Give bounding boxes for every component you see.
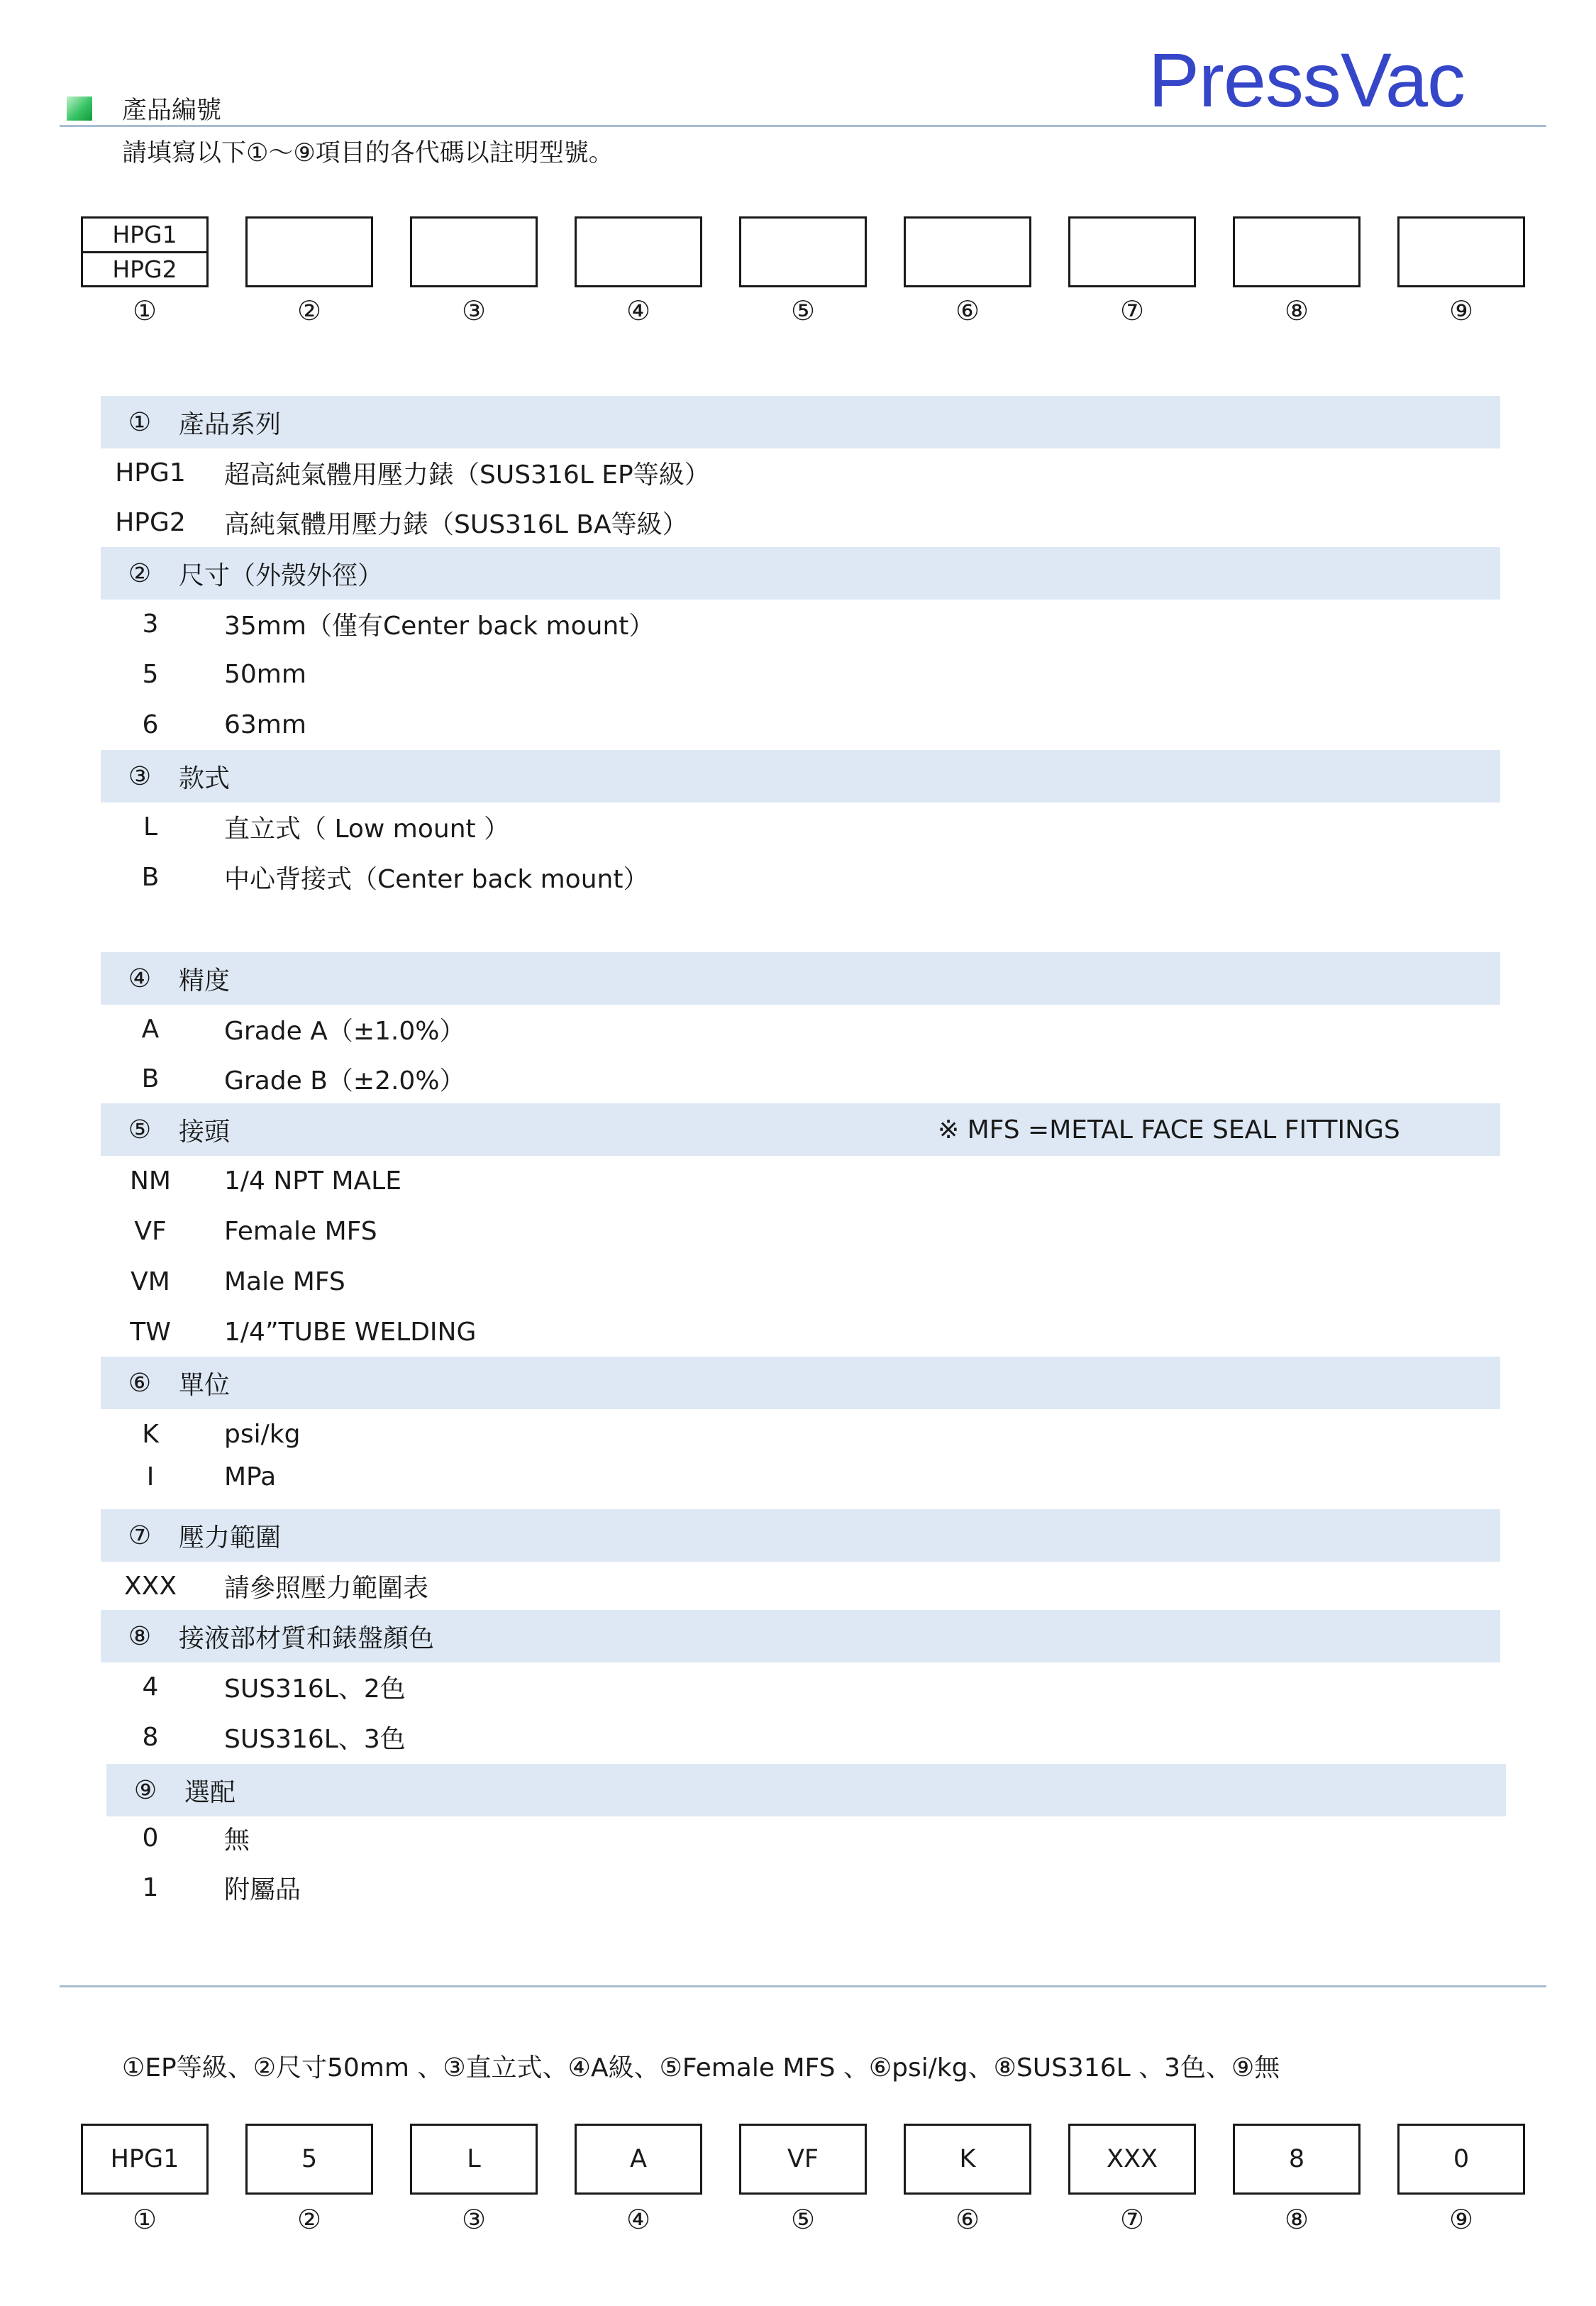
section-label-3: 款式 — [179, 763, 231, 793]
option-description: 1/4”TUBE WELDING — [224, 1317, 477, 1347]
option-row — [0, 1008, 1596, 1050]
option-description: psi/kg — [224, 1419, 301, 1449]
top-circled-number-2: ② — [297, 295, 322, 326]
code-box-4 — [575, 216, 702, 287]
top-circled-number-5: ⑤ — [790, 295, 816, 326]
top-divider — [60, 125, 1546, 127]
example-code-box-7: XXX — [1068, 2124, 1196, 2195]
option-description: Female MFS — [224, 1216, 377, 1246]
section-number-6: ⑥ — [128, 1368, 152, 1398]
bottom-circled-number-6: ⑥ — [955, 2204, 980, 2235]
option-row — [0, 1210, 1596, 1252]
option-code: A — [141, 1014, 160, 1044]
section-number-9: ⑨ — [133, 1775, 157, 1805]
option-row — [0, 856, 1596, 898]
section-number-1: ① — [128, 407, 152, 437]
option-code: HPG2 — [115, 507, 186, 537]
example-description: ①EP等級、②尺寸50mm 、③直立式、④A級、⑤Female MFS 、⑥psi/kg、⑧SUS316L 、3色、⑨無 — [122, 2053, 1280, 2082]
section-note-5: ※ MFS =METAL FACE SEAL FITTINGS — [938, 1115, 1400, 1144]
instruction-text: 請填寫以下①～⑨項目的各代碼以註明型號。 — [122, 139, 614, 167]
code-box-8 — [1233, 216, 1361, 287]
page-title: 產品編號 — [122, 96, 222, 125]
option-row — [0, 1816, 1596, 1859]
option-code: B — [141, 1064, 160, 1093]
example-code-box-4: A — [575, 2124, 702, 2195]
section-number-3: ③ — [128, 761, 152, 791]
bottom-circled-number-2: ② — [297, 2204, 322, 2235]
section-header-2 — [101, 547, 1500, 600]
section-number-5: ⑤ — [128, 1115, 152, 1144]
option-description: Grade A（±1.0%） — [224, 1016, 465, 1046]
option-description: 附屬品 — [224, 1875, 301, 1904]
bottom-circled-number-7: ⑦ — [1119, 2204, 1145, 2235]
example-code-box-5: VF — [739, 2124, 867, 2195]
section-number-4: ④ — [128, 964, 152, 993]
section-label-6: 單位 — [179, 1370, 231, 1400]
option-code: TW — [130, 1317, 171, 1347]
option-code: HPG1 — [115, 458, 186, 487]
section-header-1 — [101, 396, 1500, 448]
option-row — [0, 1311, 1596, 1353]
bottom-circled-number-8: ⑧ — [1284, 2204, 1309, 2235]
code-box-1 — [81, 216, 209, 287]
option-description: 高純氣體用壓力錶（SUS316L BA等級） — [224, 509, 688, 539]
option-description: 請參照壓力範圍表 — [224, 1573, 429, 1603]
section-label-8: 接液部材質和錶盤顏色 — [179, 1623, 435, 1653]
option-description: 中心背接式（Center back mount） — [224, 864, 649, 894]
option-description: 63mm — [224, 710, 306, 739]
option-description: Grade B（±2.0%） — [224, 1066, 465, 1096]
option-row — [0, 1565, 1596, 1607]
top-circled-number-6: ⑥ — [955, 295, 980, 326]
brand-logo: PressVac — [1148, 37, 1465, 123]
option-description: 50mm — [224, 659, 306, 689]
example-code-box-3: L — [410, 2124, 538, 2195]
section-header-7 — [101, 1509, 1500, 1562]
option-code: NM — [130, 1166, 171, 1196]
option-row — [0, 501, 1596, 544]
section-header-3 — [101, 750, 1500, 802]
option-row — [0, 1413, 1596, 1455]
option-code: 8 — [142, 1722, 159, 1752]
option-code: 0 — [142, 1823, 159, 1853]
section-header-8 — [101, 1610, 1500, 1662]
option-row — [0, 1455, 1596, 1498]
section-label-7: 壓力範圍 — [179, 1523, 282, 1552]
option-description: MPa — [224, 1462, 277, 1491]
code-box-3 — [410, 216, 538, 287]
section-label-5: 接頭 — [179, 1117, 231, 1147]
top-circled-number-7: ⑦ — [1119, 295, 1145, 326]
option-description: 超高純氣體用壓力錶（SUS316L EP等級） — [224, 460, 710, 490]
bottom-divider — [60, 1985, 1546, 1987]
option-row — [0, 451, 1596, 494]
option-code: XXX — [124, 1571, 177, 1601]
option-code: VM — [131, 1267, 170, 1296]
option-row — [0, 653, 1596, 695]
option-code: L — [143, 812, 158, 842]
example-code-box-8: 8 — [1233, 2124, 1361, 2195]
option-row — [0, 1665, 1596, 1708]
option-code: K — [142, 1419, 159, 1449]
section-label-2: 尺寸（外殼外徑） — [179, 561, 384, 590]
option-code: 4 — [142, 1672, 159, 1701]
code-option-hpg2: HPG2 — [112, 255, 177, 283]
example-code-box-9: 0 — [1397, 2124, 1525, 2195]
option-row — [0, 1716, 1596, 1758]
option-description: 35mm（僅有Center back mount） — [224, 611, 655, 641]
option-code: 5 — [142, 659, 159, 689]
option-description: SUS316L、3色 — [224, 1724, 406, 1754]
code-box-7 — [1068, 216, 1196, 287]
section-label-4: 精度 — [179, 966, 231, 995]
top-circled-number-4: ④ — [626, 295, 651, 326]
option-code: I — [146, 1462, 155, 1491]
option-code: 3 — [142, 609, 159, 639]
option-row — [0, 1159, 1596, 1202]
option-row — [0, 805, 1596, 848]
bottom-circled-number-4: ④ — [626, 2204, 651, 2235]
option-row — [0, 1260, 1596, 1303]
section-number-7: ⑦ — [128, 1521, 152, 1550]
code-box-5 — [739, 216, 867, 287]
example-code-box-6: K — [904, 2124, 1031, 2195]
top-circled-number-3: ③ — [461, 295, 487, 326]
option-description: 無 — [224, 1825, 250, 1855]
section-header-6 — [101, 1357, 1500, 1409]
option-code: 1 — [142, 1872, 159, 1902]
section-header-9 — [106, 1764, 1506, 1816]
bullet-square-icon — [67, 96, 92, 121]
top-circled-number-1: ① — [132, 295, 157, 326]
top-circled-number-8: ⑧ — [1284, 295, 1309, 326]
option-code: 6 — [142, 710, 159, 739]
section-header-4 — [101, 952, 1500, 1005]
section-label-9: 選配 — [184, 1777, 236, 1807]
option-description: 1/4 NPT MALE — [224, 1166, 401, 1196]
option-code: VF — [134, 1216, 167, 1246]
code-box-9 — [1397, 216, 1525, 287]
code-box-6 — [904, 216, 1031, 287]
section-label-1: 產品系列 — [179, 409, 282, 439]
section-number-2: ② — [128, 558, 152, 588]
option-row — [0, 1057, 1596, 1100]
example-code-box-1: HPG1 — [81, 2124, 209, 2195]
bottom-circled-number-1: ① — [132, 2204, 157, 2235]
example-code-box-2: 5 — [245, 2124, 373, 2195]
code-option-hpg1: HPG1 — [83, 219, 206, 253]
option-row — [0, 1866, 1596, 1909]
option-code: B — [141, 862, 160, 892]
section-header-5 — [101, 1103, 1500, 1156]
option-description: 直立式（ Low mount ） — [224, 814, 510, 844]
option-row — [0, 703, 1596, 746]
option-description: SUS316L、2色 — [224, 1674, 406, 1704]
bottom-circled-number-3: ③ — [461, 2204, 487, 2235]
bottom-circled-number-9: ⑨ — [1448, 2204, 1474, 2235]
bottom-circled-number-5: ⑤ — [790, 2204, 816, 2235]
top-circled-number-9: ⑨ — [1448, 295, 1474, 326]
option-description: Male MFS — [224, 1267, 345, 1296]
section-number-8: ⑧ — [128, 1621, 152, 1651]
code-box-2 — [245, 216, 373, 287]
option-row — [0, 602, 1596, 645]
